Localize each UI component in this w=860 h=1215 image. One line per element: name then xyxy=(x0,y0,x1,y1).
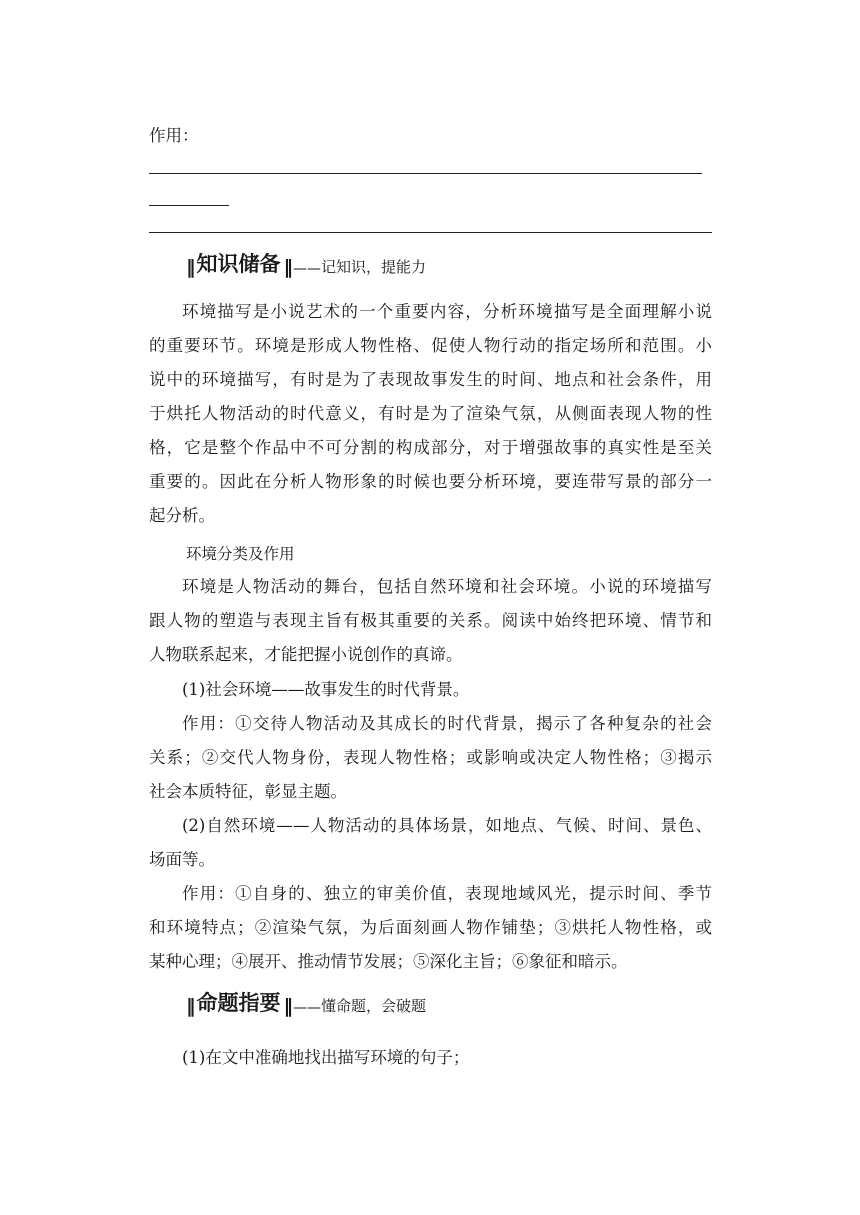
heading-subtitle: 懂命题，会破题 xyxy=(321,997,427,1015)
text-line: 环境描写是小说艺术的一个重要内容，分析环境描写是全面理解小说 xyxy=(182,302,712,321)
text-line: 关系；②交代人物身份，表现人物性格；或影响或决定人物性格；③揭示 xyxy=(149,748,712,767)
section-divider xyxy=(149,232,712,233)
text-line: 某种心理；④展开、推动情节发展；⑤深化主旨；⑥象征和暗示。 xyxy=(149,952,628,971)
heading-dash: —— xyxy=(293,1000,321,1016)
social-definition: ——故事发生的时代背景。 xyxy=(271,680,470,699)
answer-label: 作用： xyxy=(149,126,199,145)
text-line: 场面等。 xyxy=(149,850,215,869)
natural-environment-block xyxy=(149,809,712,979)
text-line: 说中的环境描写，有时是为了表现故事发生的时间、地点和社会条件，用 xyxy=(149,370,712,389)
text-line: 跟人物的塑造与表现主旨有极其重要的关系。阅读中始终把环境、情节和 xyxy=(149,611,712,630)
answer-blank-line-2 xyxy=(149,205,229,206)
text-line: 环境是人物活动的舞台，包括自然环境和社会环境。小说的环境描写 xyxy=(182,577,712,596)
heading-title: 命题指要 xyxy=(196,991,281,1015)
heading-dash: —— xyxy=(293,261,321,277)
text-line: 和环境特点；②渲染气氛，为后面刻画人物作铺垫；③烘托人物性格，或 xyxy=(149,918,712,937)
answer-blank-line-1 xyxy=(149,173,702,174)
heading-subtitle: 记知识，提能力 xyxy=(321,258,427,276)
social-term: 社会环境 xyxy=(205,680,272,699)
heading-bar-left: ‖ xyxy=(186,995,194,1017)
proposition-item-1: (1)在文中准确地找出描写环境的句子； xyxy=(182,1048,470,1067)
item-number: (1) xyxy=(182,680,206,699)
heading-bar-right: ‖ xyxy=(283,995,291,1017)
natural-term: 自然环境 xyxy=(205,816,277,835)
natural-heading-line xyxy=(149,809,712,843)
text-line: 作用：①交待人物活动及其成长的时代背景，揭示了各种复杂的社会 xyxy=(182,714,712,733)
social-environment-block xyxy=(149,673,712,809)
text-line: 于烘托人物活动的时代意义，有时是为了渲染气氛，从侧面表现人物的性 xyxy=(149,404,712,423)
text-line: 的重要环节。环境是形成人物性格、促使人物行动的指定场所和范围。小 xyxy=(149,336,712,355)
section-heading-knowledge xyxy=(186,248,426,278)
text-line: 起分析。 xyxy=(149,506,215,525)
text-line: 社会本质特征，彰显主题。 xyxy=(149,782,347,801)
social-heading-line xyxy=(149,673,712,707)
item-number: (2) xyxy=(182,816,206,835)
natural-definition: ——人物活动的具体场景，如地点、气候、时间、景色、 xyxy=(276,816,713,835)
heading-title: 知识储备 xyxy=(196,252,281,276)
heading-bar-right: ‖ xyxy=(283,256,291,278)
environment-paragraph xyxy=(149,570,712,672)
text-line: 格，它是整个作品中不可分割的构成部分，对于增强故事的真实性是至关 xyxy=(149,438,712,457)
intro-paragraph xyxy=(149,295,712,533)
section-heading-proposition xyxy=(186,987,426,1017)
subheading: 环境分类及作用 xyxy=(186,545,295,563)
text-line: 重要的。因此在分析人物形象的时候也要分析环境，要连带写景的部分一 xyxy=(149,472,712,491)
text-line: 作用：①自身的、独立的审美价值，表现地域风光，提示时间、季节 xyxy=(182,884,712,903)
heading-bar-left: ‖ xyxy=(186,256,194,278)
text-line: 人物联系起来，才能把握小说创作的真谛。 xyxy=(149,645,463,664)
